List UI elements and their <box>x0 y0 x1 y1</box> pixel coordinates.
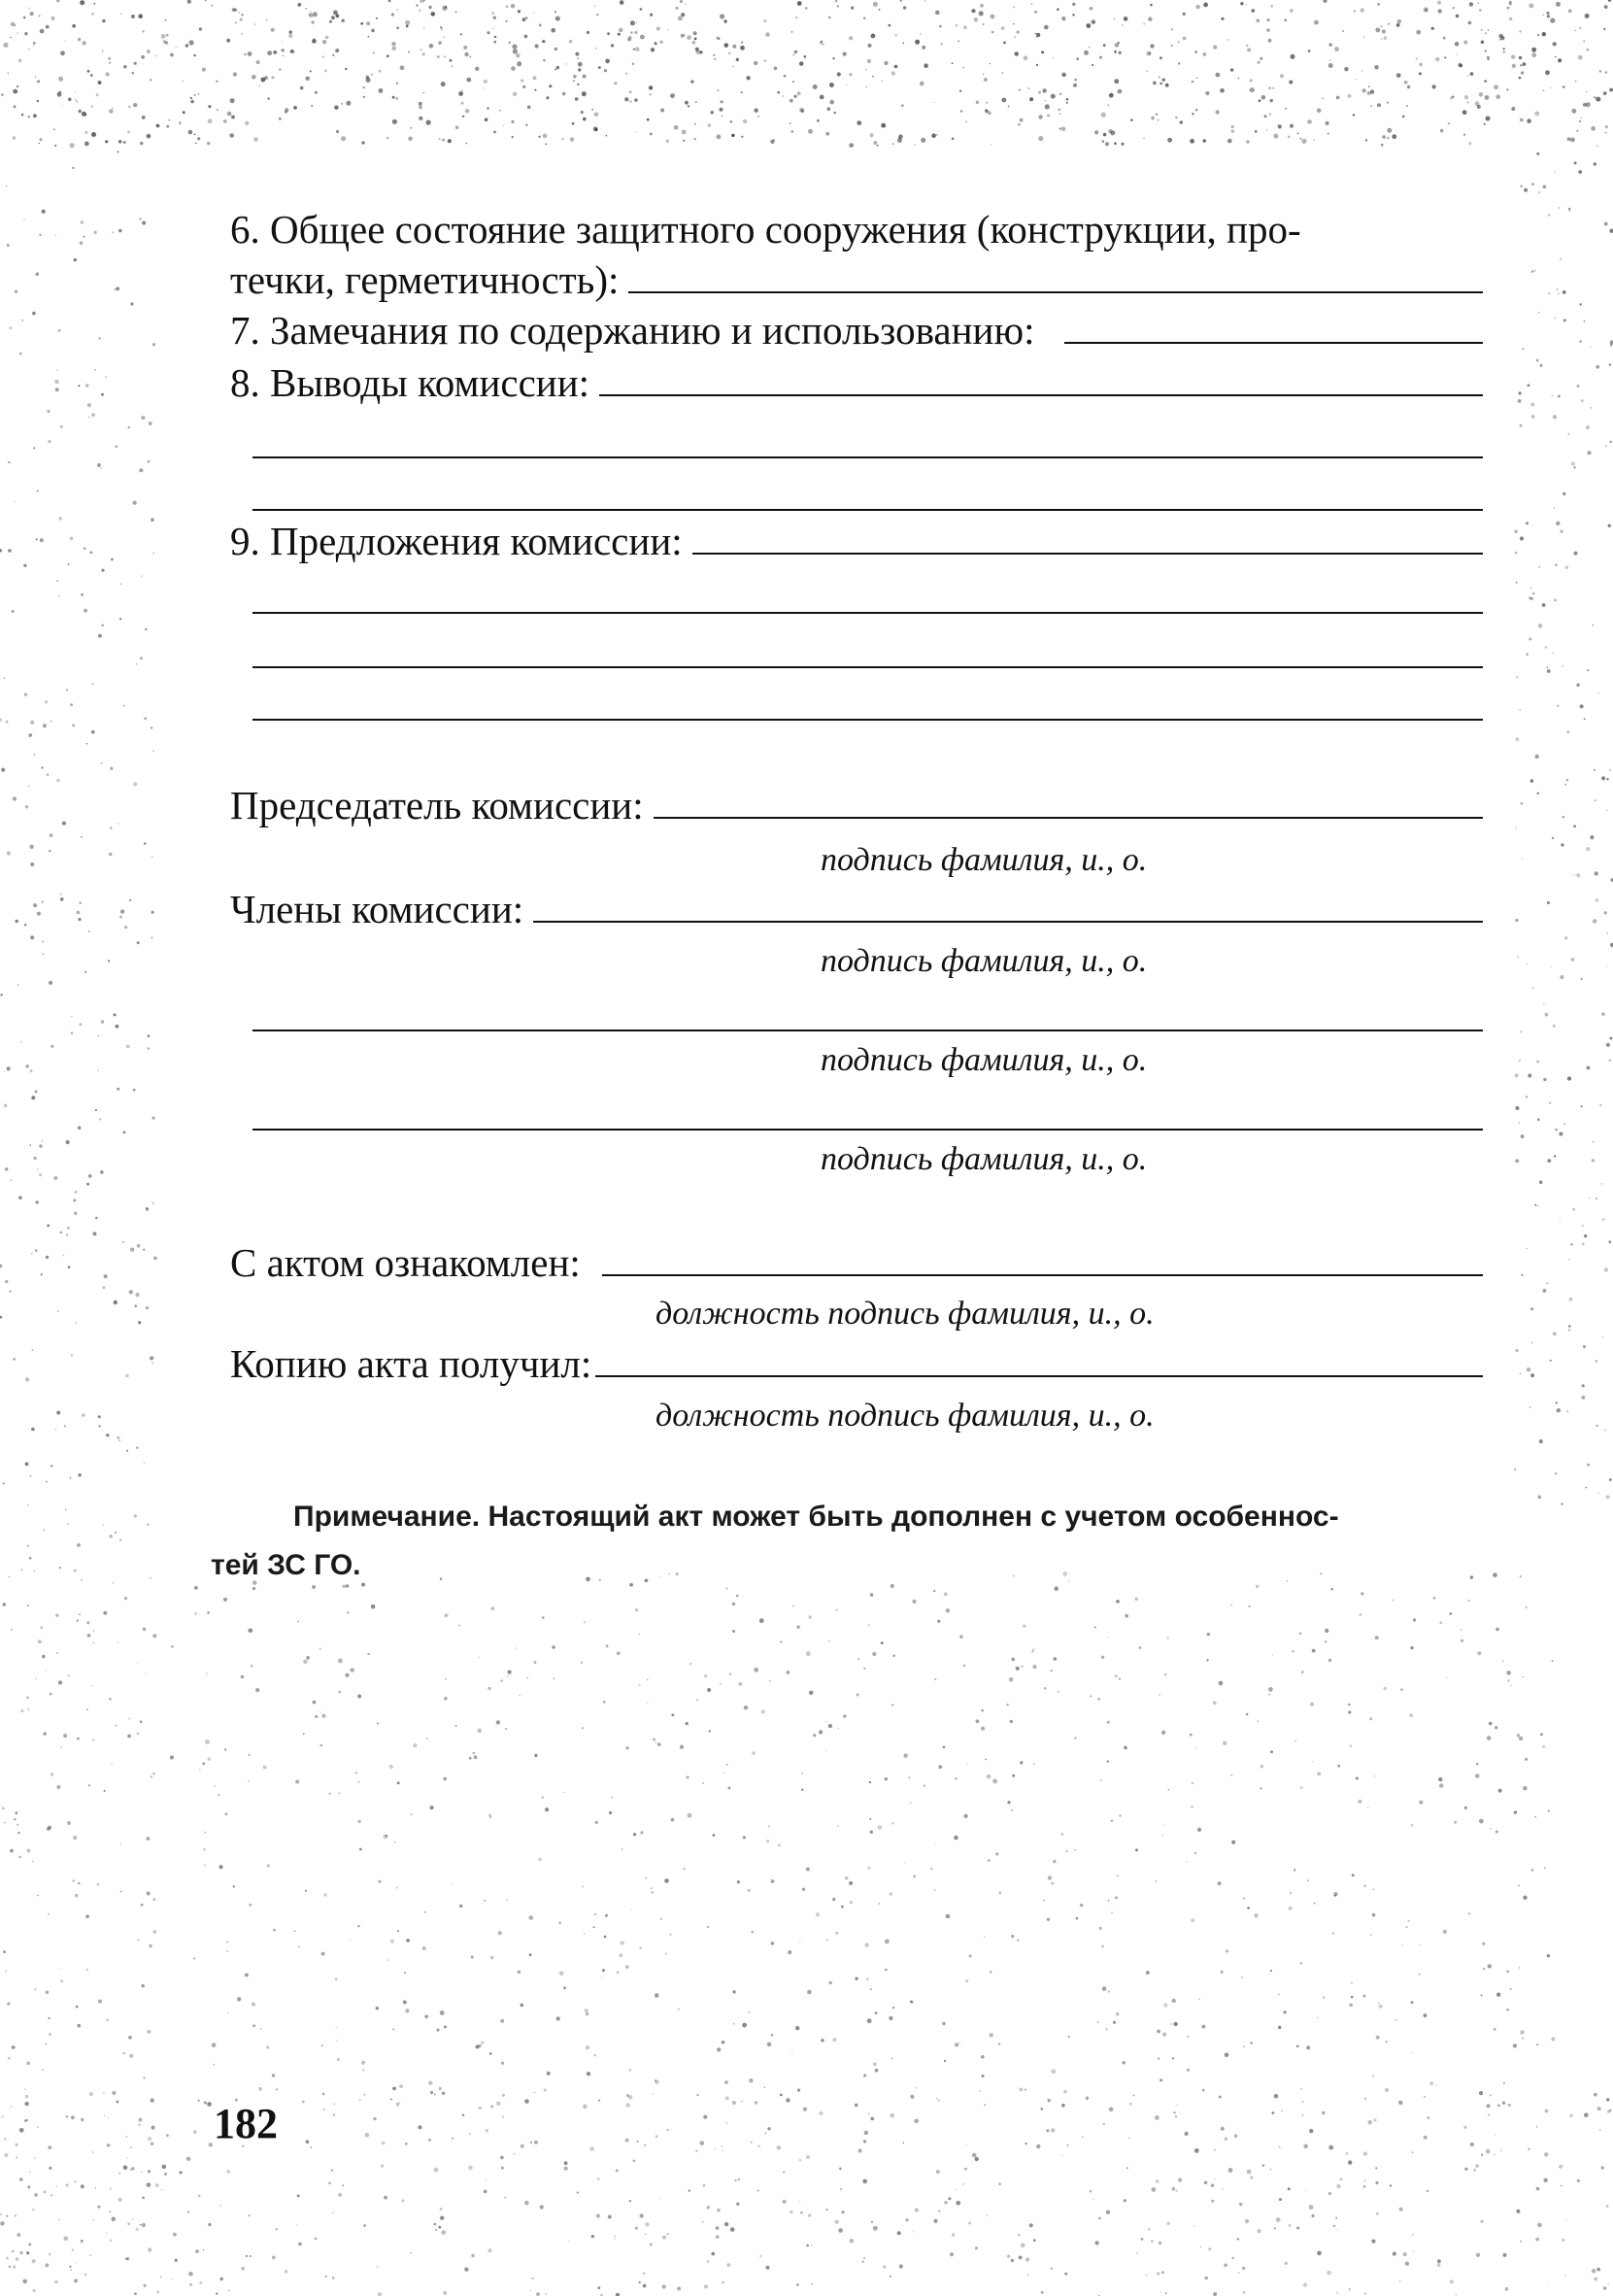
chairman-label: Председатель комиссии: <box>230 783 644 827</box>
chairman-field <box>230 782 1483 828</box>
copy-received-field <box>230 1340 1483 1387</box>
item-7-input-line[interactable] <box>1064 309 1484 344</box>
item-6-line-1: 6. Общее состояние защитного сооружения (конструкции, про- <box>230 207 1301 252</box>
copy-received-label: Копию акта получил: <box>230 1341 592 1386</box>
members-field <box>230 886 1483 932</box>
member-3-signature-line[interactable] <box>252 1129 1483 1131</box>
item-6-field <box>230 256 1483 303</box>
members-label: Члены комиссии: <box>230 887 524 931</box>
item-7-field <box>230 307 1483 354</box>
item-6-label: течки, герметичность): <box>230 257 620 302</box>
member-2-signature-line[interactable] <box>252 1030 1483 1031</box>
item-9-label: 9. Предложения комиссии: <box>230 519 683 563</box>
chairman-caption: подпись фамилия, и., о. <box>821 842 1148 878</box>
member-1-caption: подпись фамилия, и., о. <box>821 943 1148 979</box>
item-9-extra-line-2[interactable] <box>252 666 1483 668</box>
item-9-field <box>230 518 1483 564</box>
member-3-caption: подпись фамилия, и., о. <box>821 1141 1148 1177</box>
acquainted-label: С актом ознакомлен: <box>230 1240 581 1285</box>
item-6-input-line[interactable] <box>628 258 1483 293</box>
item-8-field <box>230 359 1483 406</box>
item-9-extra-line-3[interactable] <box>252 719 1483 721</box>
chairman-signature-line[interactable] <box>654 784 1483 819</box>
note-block <box>211 1493 1502 1590</box>
item-8-extra-line-1[interactable] <box>252 456 1483 458</box>
acquainted-caption: должность подпись фамилия, и., о. <box>655 1296 1155 1332</box>
item-9-extra-line-1[interactable] <box>252 612 1483 614</box>
note-line-2: тей ЗС ГО. <box>211 1549 361 1581</box>
item-8-label: 8. Выводы комиссии: <box>230 360 590 405</box>
item-8-extra-line-2[interactable] <box>252 509 1483 511</box>
member-2-caption: подпись фамилия, и., о. <box>821 1042 1148 1078</box>
acquainted-field <box>230 1239 1483 1286</box>
acquainted-signature-line[interactable] <box>602 1241 1483 1276</box>
note-line-1: Примечание. Настоящий акт может быть дополнен с учетом особеннос- <box>293 1501 1339 1533</box>
copy-received-caption: должность подпись фамилия, и., о. <box>655 1398 1155 1434</box>
member-1-signature-line[interactable] <box>533 888 1483 923</box>
copy-received-signature-line[interactable] <box>595 1342 1483 1377</box>
item-7-label: 7. Замечания по содержанию и использованию: <box>230 308 1035 353</box>
item-8-input-line[interactable] <box>599 361 1483 396</box>
item-9-input-line[interactable] <box>692 520 1483 555</box>
page-number: 182 <box>214 2100 278 2147</box>
